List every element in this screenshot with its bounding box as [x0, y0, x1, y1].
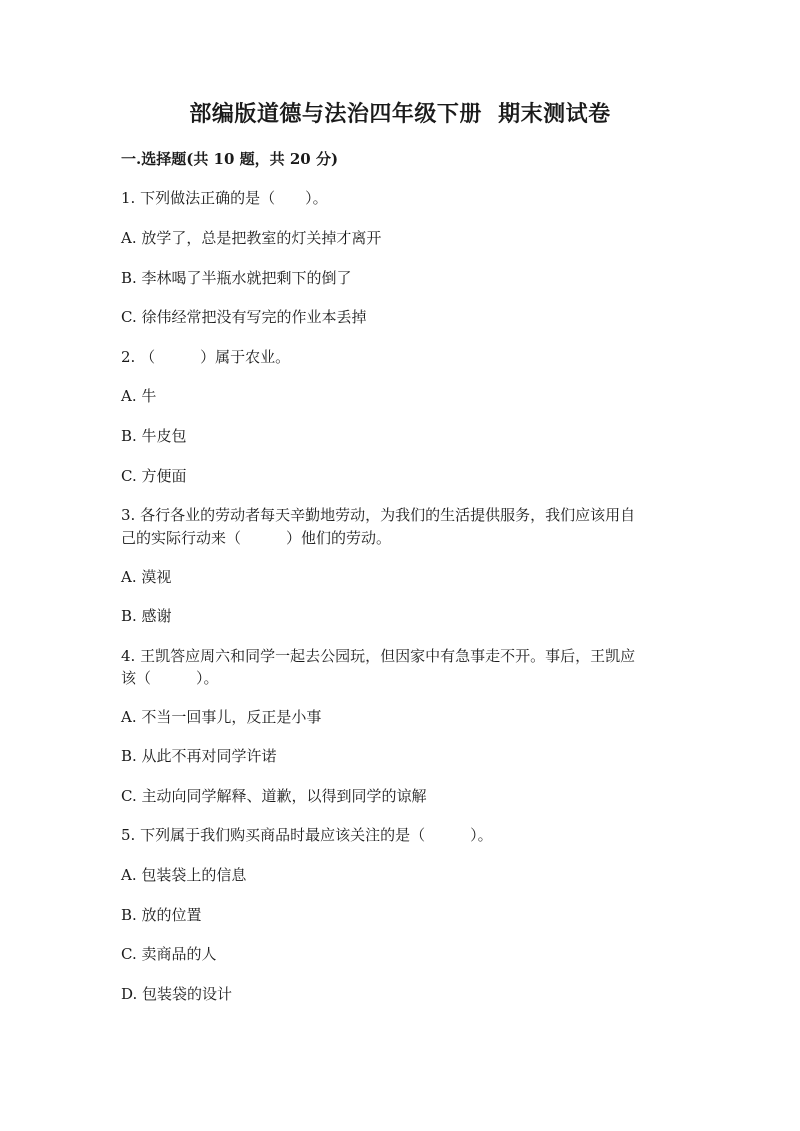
question-1-option-b: B. 李林喝了半瓶水就把剩下的倒了	[121, 269, 352, 287]
question-5-option-c: C. 卖商品的人	[121, 945, 217, 963]
question-3-stem-line-2: 己的实际行动来（ ）他们的劳动。	[121, 529, 392, 547]
question-3-stem-line-1: 3. 各行各业的劳动者每天辛勤地劳动，为我们的生活提供服务，我们应该用自	[121, 506, 636, 524]
section-header: 一.选择题(共 10 题，共 20 分)	[121, 150, 339, 168]
question-2-option-b: B. 牛皮包	[121, 427, 187, 445]
question-4-option-b: B. 从此不再对同学许诺	[121, 747, 277, 765]
page-title: 部编版道德与法治四年级下册 期末测试卷	[189, 101, 611, 127]
question-4-stem-line-2: 该（ ）。	[121, 669, 219, 687]
question-5-option-d: D. 包装袋的设计	[121, 985, 233, 1003]
question-4-option-c: C. 主动向同学解释、道歉，以得到同学的谅解	[121, 787, 427, 805]
question-1-stem: 1. 下列做法正确的是（ ）。	[121, 189, 328, 207]
question-2-option-c: C. 方便面	[121, 467, 187, 485]
question-4-stem-line-1: 4. 王凯答应周六和同学一起去公园玩，但因家中有急事走不开。事后，王凯应	[121, 647, 636, 665]
question-2-option-a: A. 牛	[121, 387, 157, 405]
question-2-stem: 2. （ ）属于农业。	[121, 348, 291, 366]
question-5-stem: 5. 下列属于我们购买商品时最应该关注的是（ ）。	[121, 826, 493, 844]
question-3-option-a: A. 漠视	[121, 568, 172, 586]
question-5-option-b: B. 放的位置	[121, 906, 202, 924]
question-3-option-b: B. 感谢	[121, 607, 172, 625]
question-5-option-a: A. 包装袋上的信息	[121, 866, 247, 884]
question-1-option-c: C. 徐伟经常把没有写完的作业本丢掉	[121, 308, 367, 326]
question-4-option-a: A. 不当一回事儿，反正是小事	[121, 708, 322, 726]
question-1-option-a: A. 放学了，总是把教室的灯关掉才离开	[121, 229, 382, 247]
